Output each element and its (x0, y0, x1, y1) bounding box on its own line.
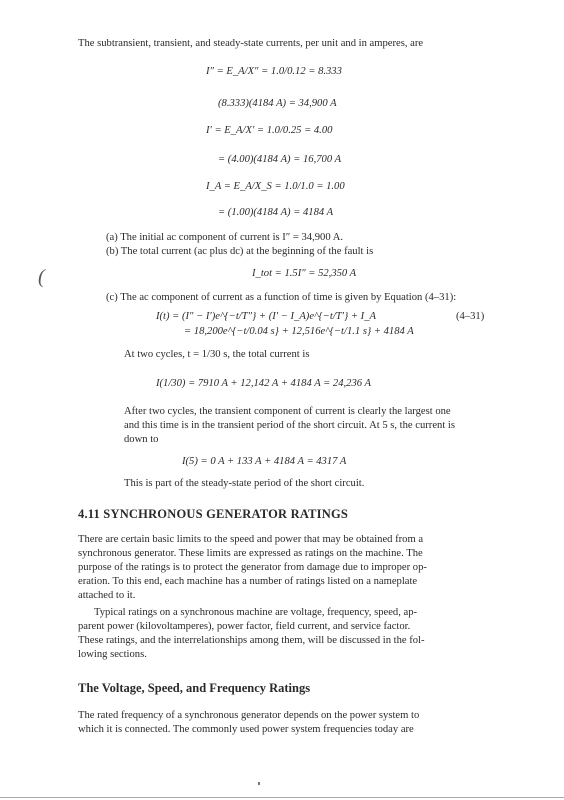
equation-number: (4–31) (456, 311, 485, 322)
section-heading: 4.11 SYNCHRONOUS GENERATOR RATINGS (78, 507, 349, 521)
body-line: and this time is in the transient period of the short circuit. At 5 s, the current is (124, 420, 455, 431)
equation-line: I′ = E_A/X′ = 1.0/0.25 = 4.00 (206, 125, 333, 136)
page-edge-line (0, 797, 564, 798)
equation-line: I(1/30) = 7910 A + 12,142 A + 4184 A = 24,236 A (156, 378, 371, 389)
equation-line: I_A = E_A/X_S = 1.0/1.0 = 1.00 (206, 181, 345, 192)
body-line: down to (124, 434, 159, 445)
equation-line: I(t) = (I″ − I′)e^{−t/T″} + (I′ − I_A)e^{−t/T′} + I_A (156, 311, 376, 322)
equation-line: = (1.00)(4184 A) = 4184 A (218, 207, 334, 218)
body-line: attached to it. (78, 590, 136, 601)
body-line: parent power (kilovoltamperes), power factor, field current, and service factor. (78, 621, 411, 632)
list-item: (b) The total current (ac plus dc) at the beginning of the fault is (106, 246, 374, 257)
list-item: (c) The ac component of current as a function of time is given by Equation (4–31): (106, 292, 457, 303)
equation-line: = (4.00)(4184 A) = 16,700 A (218, 154, 342, 165)
margin-mark: ( (38, 266, 45, 288)
body-line: At two cycles, t = 1/30 s, the total current is (124, 349, 310, 360)
subsection-heading: The Voltage, Speed, and Frequency Ratings (78, 681, 311, 695)
list-item: (a) The initial ac component of current is I″ = 34,900 A. (106, 232, 344, 243)
body-line: lowing sections. (78, 649, 147, 660)
body-line: This is part of the steady-state period of the short circuit. (124, 478, 365, 489)
equation-line: = 18,200e^{−t/0.04 s} + 12,516e^{−t/1.1 s} + 4184 A (184, 326, 414, 337)
scan-speck (258, 782, 260, 785)
body-line: which it is connected. The commonly used power system frequencies today are (78, 724, 414, 735)
equation-line: (8.333)(4184 A) = 34,900 A (218, 98, 337, 109)
body-line: synchronous generator. These limits are expressed as ratings on the machine. The (78, 548, 423, 559)
body-line: There are certain basic limits to the speed and power that may be obtained from a (78, 534, 424, 545)
body-line: These ratings, and the interrelationships among them, will be discussed in the fol- (78, 635, 425, 646)
body-line: The subtransient, transient, and steady-state currents, per unit and in amperes, are (78, 38, 424, 49)
equation-line: I_tot = 1.5I″ = 52,350 A (252, 268, 357, 279)
body-line: After two cycles, the transient component of current is clearly the largest one (124, 406, 451, 417)
body-line: The rated frequency of a synchronous generator depends on the power system to (78, 710, 420, 721)
equation-line: I″ = E_A/X″ = 1.0/0.12 = 8.333 (206, 66, 342, 77)
body-line: Typical ratings on a synchronous machine are voltage, frequency, speed, ap- (94, 607, 418, 618)
body-line: eration. To this end, each machine has a number of ratings listed on a nameplate (78, 576, 418, 587)
body-line: purpose of the ratings is to protect the generator from damage due to improper op- (78, 562, 427, 573)
equation-line: I(5) = 0 A + 133 A + 4184 A = 4317 A (182, 456, 347, 467)
